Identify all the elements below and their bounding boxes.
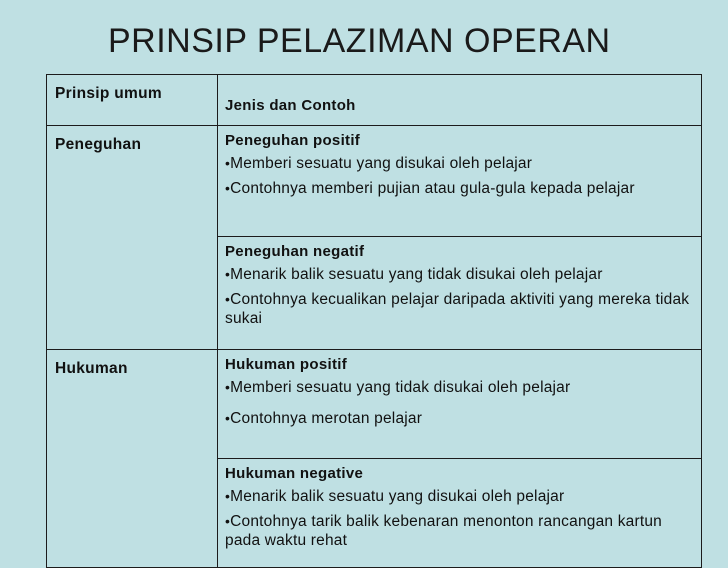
list-item [225,179,697,198]
bullet-icon: • [225,513,231,529]
bullet-text: Contohnya tarik balik kebenaran menonton rancangan kartun pada waktu rehat [225,513,663,549]
list-item [225,512,697,550]
principle-cell-peneguhan: Peneguhan [47,126,218,350]
bullet-icon: • [225,266,231,282]
table-row [47,350,702,459]
type-heading: Hukuman positif [225,356,348,373]
slide-title: PRINSIP PELAZIMAN OPERAN [108,22,611,60]
operant-conditioning-table [46,74,702,568]
list-item [225,154,697,173]
table-header-row [47,75,702,126]
bullet-text: Contohnya merotan pelajar [230,410,423,427]
type-cell [218,126,702,237]
bullet-text: Menarik balik sesuatu yang tidak disukai oleh pelajar [230,266,603,283]
list-item [225,265,697,284]
col2-header: Jenis dan Contoh [225,97,356,114]
list-item [225,378,697,397]
principle-cell-hukuman: Hukuman [47,350,218,568]
bullet-icon: • [225,291,231,307]
bullet-text: Menarik balik sesuatu yang disukai oleh pelajar [230,488,565,505]
table-row [47,126,702,237]
bullet-text: Memberi sesuatu yang disukai oleh pelajar [230,155,533,172]
list-item [225,487,697,506]
col1-header: Prinsip umum [47,75,218,126]
col2-header-cell [218,75,702,126]
type-cell [218,350,702,459]
type-heading: Peneguhan positif [225,132,361,149]
type-cell [218,459,702,568]
type-heading: Hukuman negative [225,465,364,482]
list-item [225,409,697,428]
type-heading: Peneguhan negatif [225,243,365,260]
bullet-icon: • [225,180,231,196]
bullet-icon: • [225,488,231,504]
type-cell [218,237,702,350]
bullet-icon: • [225,410,231,426]
bullet-icon: • [225,379,231,395]
bullet-text: Memberi sesuatu yang tidak disukai oleh pelajar [230,379,571,396]
bullet-icon: • [225,155,231,171]
bullet-text: Contohnya kecualikan pelajar daripada aktiviti yang mereka tidak sukai [225,291,690,327]
list-item [225,290,697,328]
bullet-text: Contohnya memberi pujian atau gula-gula kepada pelajar [230,180,635,197]
